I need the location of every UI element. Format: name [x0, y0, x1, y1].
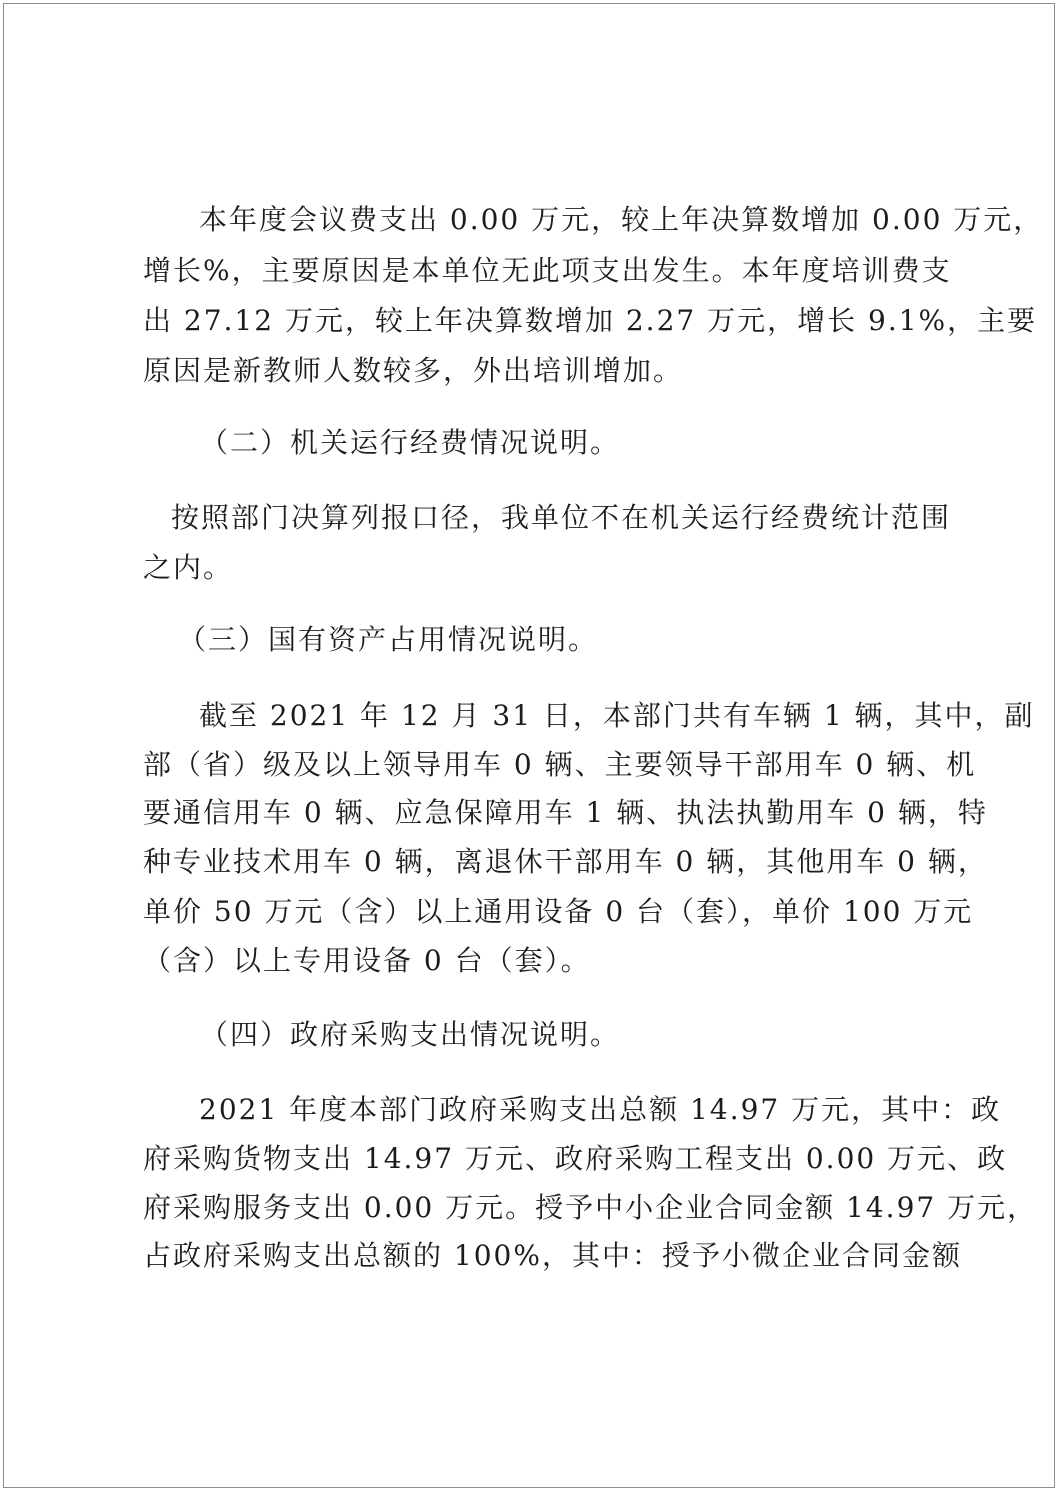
paragraph-procurement-line-1: 2021 年度本部门政府采购支出总额 14.97 万元，其中：政 — [199, 1093, 1002, 1126]
section-heading-4: （四）政府采购支出情况说明。 — [200, 1018, 621, 1051]
section-heading-2: （二）机关运行经费情况说明。 — [200, 426, 621, 459]
paragraph-assets-line-2: 部（省）级及以上领导用车 0 辆、主要领导干部用车 0 辆、机 — [143, 748, 977, 781]
paragraph-assets-line-4: 种专业技术用车 0 辆，离退休干部用车 0 辆，其他用车 0 辆， — [143, 845, 988, 878]
section-heading-3: （三）国有资产占用情况说明。 — [178, 623, 599, 656]
paragraph-operating-funds-line-2: 之内。 — [143, 551, 234, 584]
paragraph-meeting-fee-line-1: 本年度会议费支出 0.00 万元，较上年决算数增加 0.00 万元， — [199, 203, 1044, 236]
paragraph-meeting-fee-line-4: 原因是新教师人数较多，外出培训增加。 — [143, 354, 684, 387]
paragraph-assets-line-3: 要通信用车 0 辆、应急保障用车 1 辆、执法执勤用车 0 辆，特 — [143, 796, 988, 829]
paragraph-procurement-line-2: 府采购货物支出 14.97 万元、政府采购工程支出 0.00 万元、政 — [143, 1142, 1008, 1175]
paragraph-meeting-fee-line-2: 增长%，主要原因是本单位无此项支出发生。本年度培训费支 — [143, 254, 952, 287]
paragraph-procurement-line-3: 府采购服务支出 0.00 万元。授予中小企业合同金额 14.97 万元， — [143, 1191, 1038, 1224]
paragraph-assets-line-1: 截至 2021 年 12 月 31 日，本部门共有车辆 1 辆，其中，副 — [199, 699, 1035, 732]
paragraph-procurement-line-4: 占政府采购支出总额的 100%，其中：授予小微企业合同金额 — [143, 1239, 962, 1272]
paragraph-assets-line-5: 单价 50 万元（含）以上通用设备 0 台（套），单价 100 万元 — [143, 895, 974, 928]
paragraph-meeting-fee-line-3: 出 27.12 万元，较上年决算数增加 2.27 万元，增长 9.1%，主要 — [143, 304, 1038, 337]
paragraph-operating-funds-line-1: 按照部门决算列报口径，我单位不在机关运行经费统计范围 — [171, 501, 952, 534]
paragraph-assets-line-6: （含）以上专用设备 0 台（套）。 — [143, 944, 591, 977]
